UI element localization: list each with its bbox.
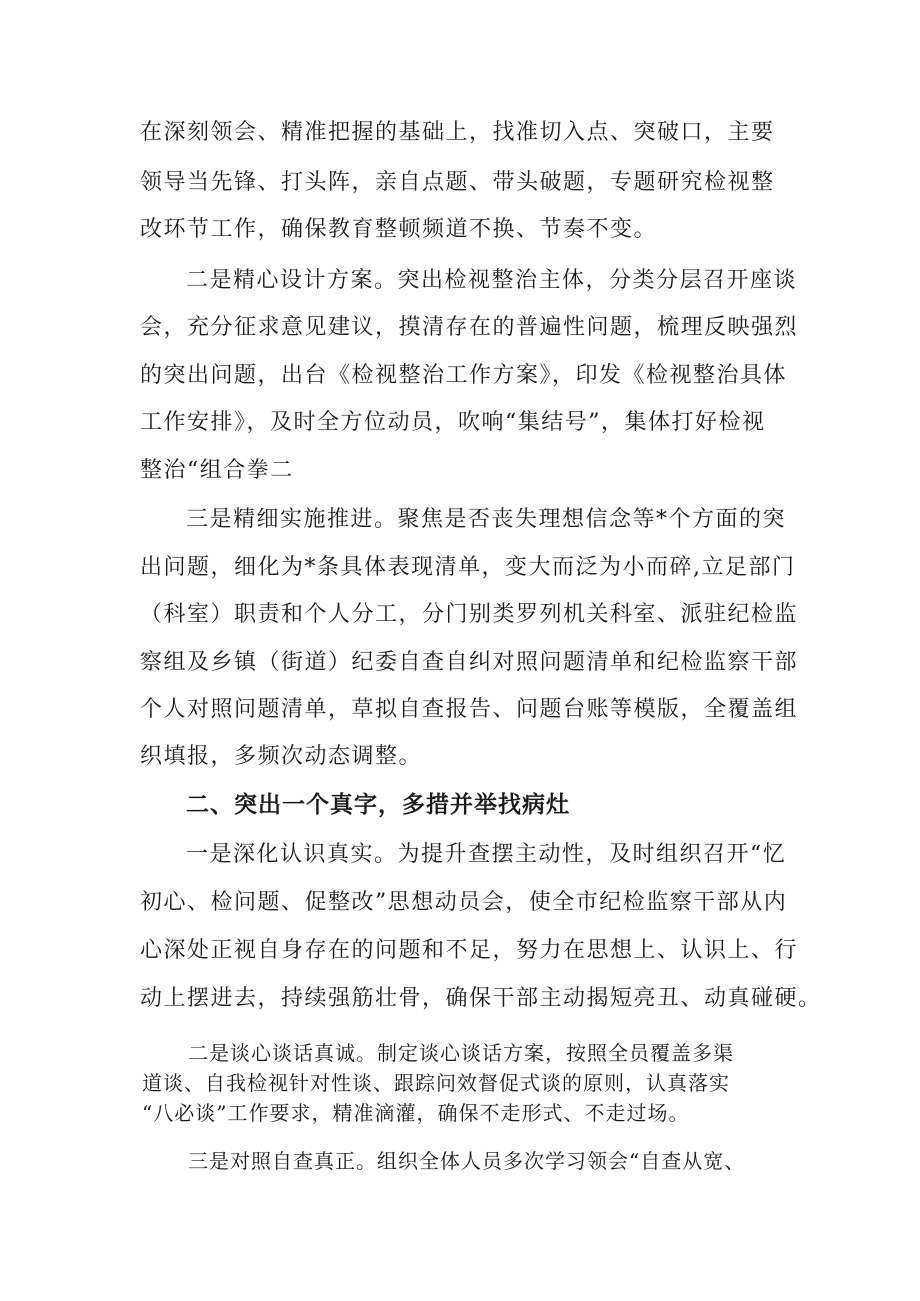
paragraph-line: 领导当先锋、打头阵，亲自点题、带头破题，专题研究检视整 — [140, 170, 775, 195]
paragraph-line: 改环节工作，确保教育整顿频道不换、节奏不变。 — [140, 217, 658, 242]
paragraph-line: 会，充分征求意见建议，摸清存在的普遍性问题，梳理反映强烈 — [140, 315, 799, 340]
paragraph-line: 工作安排》，及时全方位动员，吹响“集结号”，集体打好检视 — [140, 410, 766, 435]
paragraph-line: 察组及乡镇（街道）纪委自查自纠对照问题清单和纪检监察干部 — [140, 650, 799, 675]
paragraph-line: 三是对照自查真正。组织全体人员多次学习领会“自查从宽、 — [188, 1149, 746, 1173]
paragraph-line: 的突出问题，出台《检视整治工作方案》，印发《检视整治具体 — [140, 363, 788, 388]
paragraph-line: 二是精心设计方案。突出检视整治主体，分类分层召开座谈 — [186, 268, 798, 293]
paragraph-line: 初心、检问题、促整改”思想动员会，使全市纪检监察干部从内 — [140, 890, 788, 915]
paragraph-line: 个人对照问题清单，草拟自查报告、问题台账等模版，全覆盖组 — [140, 697, 799, 722]
paragraph-line: 整治“组合拳二 — [140, 458, 294, 483]
paragraph-line: 一是深化认识真实。为提升查摆主动性，及时组织召开“忆 — [186, 842, 787, 867]
paragraph-line: （科室）职责和个人分工，分门别类罗列机关科室、派驻纪检监 — [140, 602, 799, 627]
paragraph-line: 动上摆进去，持续强筋壮骨，确保干部主动揭短亮丑、动真碰硬。 — [140, 986, 822, 1011]
paragraph-line: 出问题，细化为*条具体表现清单，变大而泛为小而碎,立足部门 — [140, 555, 796, 580]
paragraph-line: 心深处正视自身存在的问题和不足，努力在思想上、认识上、行 — [140, 938, 799, 963]
paragraph-line: 三是精细实施推进。聚焦是否丧失理想信念等*个方面的突 — [186, 507, 787, 532]
paragraph-line: 织填报，多频次动态调整。 — [140, 744, 423, 769]
section-heading: 二、突出一个真字，多措并举找病灶 — [186, 792, 570, 818]
paragraph-line: 二是谈心谈话真诚。制定谈心谈话方案，按照全员覆盖多渠 — [188, 1041, 734, 1065]
paragraph-line: “八必谈”工作要求，精准滴灌，确保不走形式、不走过场。 — [142, 1101, 690, 1125]
paragraph-line: 在深刻领会、精准把握的基础上，找准切入点、突破口，主要 — [140, 120, 775, 145]
paragraph-line: 道谈、自我检视针对性谈、跟踪问效督促式谈的原则，认真落实 — [142, 1071, 730, 1095]
